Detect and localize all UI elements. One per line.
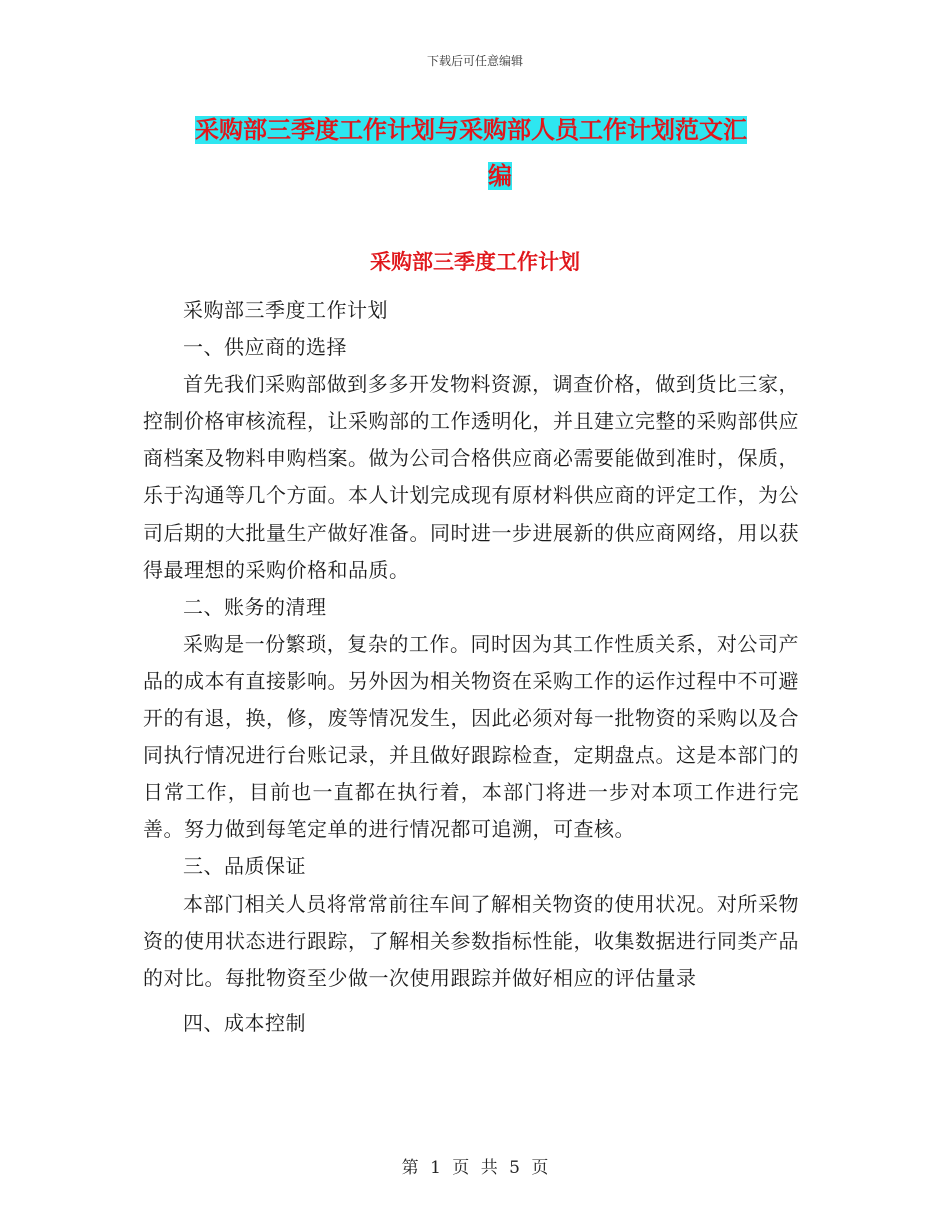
page-header-note: 下载后可任意编辑 [426, 54, 523, 68]
section-title: 采购部三季度工作计划 [370, 250, 580, 274]
heading-account-cleanup: 二、账务的清理 [183, 594, 327, 619]
paragraph-quality-assurance: 本部门相关人员将常常前往车间了解相关物资的使用状况。对所采物资的使用状态进行跟踪，了解相关参数指标性能，收集数据进行同类产品的对比。每批物资至少做一次使用跟踪并做好相应的评估量录 [143, 891, 799, 990]
paragraph-account-cleanup: 采购是一份繁琐，复杂的工作。同时因为其工作性质关系，对公司产品的成本有直接影响。另外因为相关物资在采购工作的运作过程中不可避开的有退，换，修，废等情况发生，因此必须对每一批物资的采购以及合同执行情况进行台账记录，并且做好跟踪检查，定期盘点。这是本部门的日常工作，目前也一直都在执行着，本部门将进一步对本项工作进行完善。努力做到每笔定单的进行情况都可追溯，可查核。 [143, 631, 799, 842]
heading-supplier-selection: 一、供应商的选择 [183, 335, 347, 360]
heading-cost-control: 四、成本控制 [183, 1010, 306, 1035]
page-footer: 第 1 页 共 5 页 [401, 1158, 549, 1178]
paragraph-supplier-selection: 首先我们采购部做到多多开发物料资源，调查价格，做到货比三家，控制价格审核流程，让采购部的工作透明化，并且建立完整的采购部供应商档案及物料申购档案。做为公司合格供应商必需要能做到准时，保质，乐于沟通等几个方面。本人计划完成现有原材料供应商的评定工作，为公司后期的大批量生产做好准备。同时进一步进展新的供应商网络，用以获得最理想的采购价格和品质。 [143, 372, 799, 582]
document-title-line-2: 编 [488, 162, 512, 190]
document-body [143, 292, 799, 1042]
subtitle-paragraph: 采购部三季度工作计划 [183, 298, 388, 322]
heading-quality-assurance: 三、品质保证 [183, 854, 306, 879]
document-title [195, 108, 805, 198]
document-title-line-1: 采购部三季度工作计划与采购部人员工作计划范文汇 [195, 116, 747, 144]
